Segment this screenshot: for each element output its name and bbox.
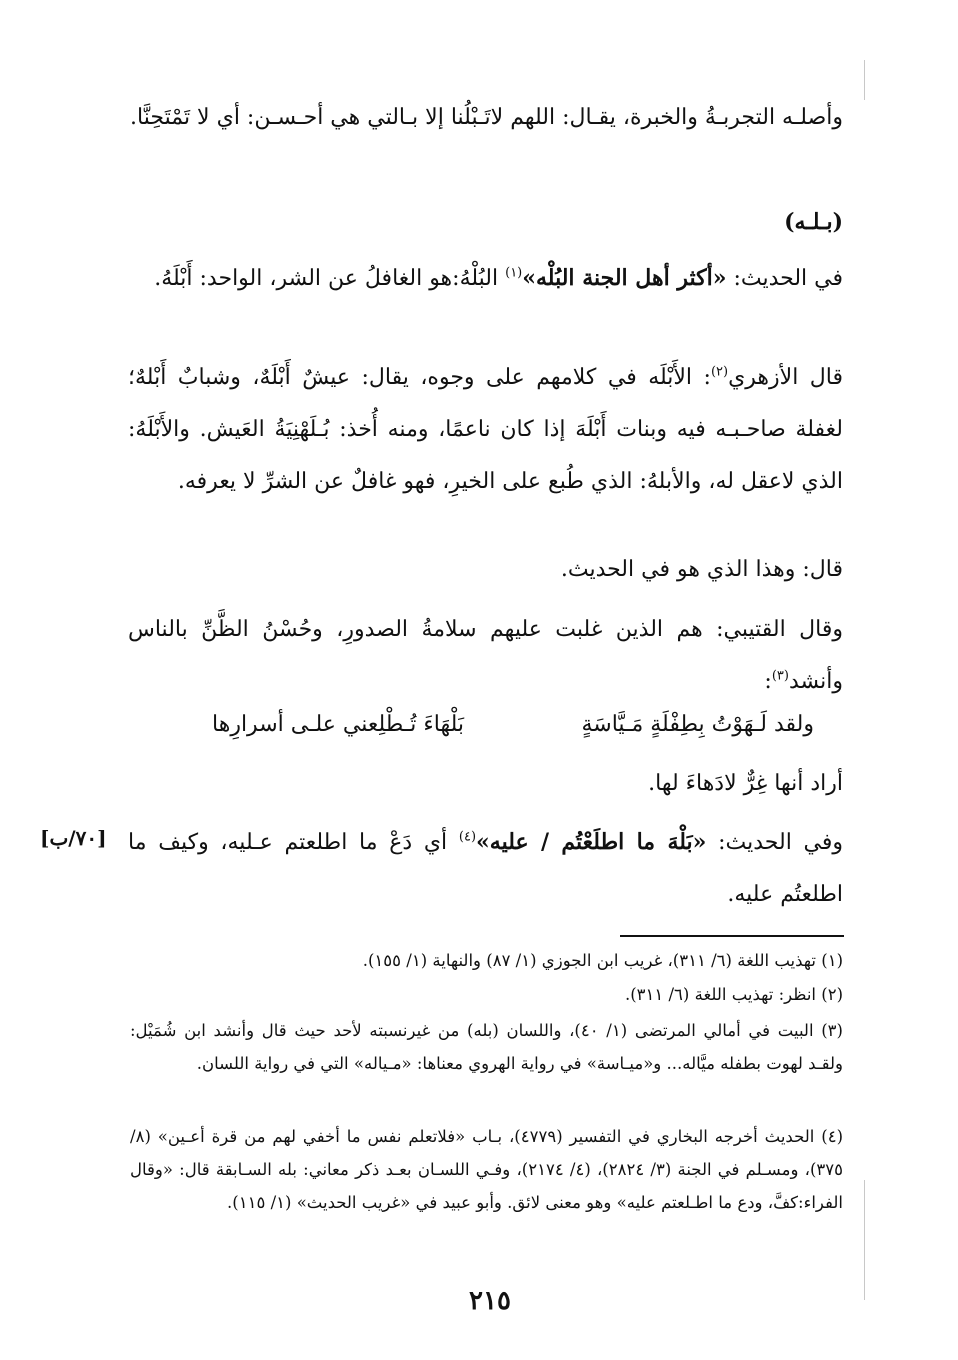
scan-edge-mark-top [864, 60, 865, 100]
scan-edge-mark-bottom [864, 1180, 865, 1300]
footnote-2 [130, 978, 843, 1011]
footnote-1-text: (١) تهذيب اللغة (٦/ ٣١١)، غريب ابن الجوزي (١/ ٨٧) والنهاية (١/ ١٥٥). [362, 951, 843, 970]
footnote-ref-4: (٤) [458, 829, 477, 845]
balha-explanation: أي دَعْ ما اطلعتم عـليه، وكيف ما اطلعتُم عليه. [128, 830, 843, 907]
paragraph-hadith-bulh [128, 252, 843, 305]
verse-first-hemistich: ولقد لَـهَوْتُ بِطِفْلَةٍ مَـيَّاسَةٍ [581, 712, 814, 737]
paragraph-tajriba [128, 92, 843, 144]
hadith-meaning-text: قال: وهذا الذي هو في الحديث. [560, 557, 843, 582]
hadith-quote: «أكثر أهل الجنة البُلْه» [522, 265, 727, 291]
balha-hadith: «بَلْهَ ما اطلَعْتُم / عليه» [476, 829, 707, 855]
footnote-3-text: (٣) البيت في أمالي المرتضى (١/ ٤٠)، واللسان (بله) من غيرنسبته لأحد حيث قال وأنشد ابن شُمَيْل: ولقـد لهوت بطفله ميَّاله... و«ميـاسة» في رواية الهروي معناها: «مـياله» التي في رواية اللسان. [130, 1021, 843, 1073]
paragraph-balha [128, 816, 843, 921]
azhari-intro: قال الأزهري [728, 365, 843, 390]
hadith-intro: في الحديث: [726, 266, 843, 291]
azhari-text: : الأَبْلَه في كلامهم على وجوه، يقال: عيشٌ أَبْلَهٌ، وشبابٌ أَبْلهٌ؛ لغفلة صاحـبـه فيه وبنات أَبْلَهَ إذا كان ناعمًا، ومنه أُخذ: بُـلَهْنِيَةُ العَيش. والأَبْلَهُ: الذي لاعقل له، والأبلهُ: الذي طُبع على الخيرِ، فهو غافلٌ عن الشرِّ لا يعرفه. [128, 365, 843, 494]
verse-second-hemistich: بَلْهَاءَ تُـطْلِعني علـى أسرارِها [212, 712, 464, 737]
balha-intro: وفي الحديث: [706, 830, 843, 855]
qutaybi-colon: : [764, 669, 772, 694]
paragraph-qutaybi [128, 604, 843, 708]
footnote-4 [130, 1120, 843, 1219]
paragraph-hadith-meaning [128, 544, 843, 596]
footnote-1 [130, 944, 843, 977]
paragraph-verse-meaning [128, 758, 843, 810]
footnote-ref-1: (١) [505, 265, 523, 281]
section-heading [128, 196, 843, 248]
footnote-2-text: (٢) انظر: تهذيب اللغة (٦/ ٣١١). [624, 985, 843, 1004]
footnote-3 [130, 1014, 843, 1080]
manuscript-folio-marker: [٧٠/ب] [40, 826, 107, 850]
page-number: ٢١٥ [469, 1286, 511, 1316]
footnote-ref-2: (٢) [710, 364, 729, 380]
qutaybi-text: وقال القتيبي: هم الذين غلبت عليهم سلامةُ الصدورِ، وحُسْنُ الظَّنِّ بالناس وأنشد [128, 617, 843, 694]
verse-meaning-text: أراد أنها غِرٌّ لادَهاءَ لها. [648, 771, 843, 796]
section-heading-text: (بـلـه) [784, 209, 843, 235]
paragraph-azhari [128, 352, 843, 508]
footnote-ref-3: (٣) [771, 668, 789, 684]
paragraph-tajriba-text: وأصلـه التجربـةُ والخبرة، يقـال: اللهم لاتَـبْلُنا إلا بـالتي هي أحـسـن: أي لا تَمْتَحِنَّا. [130, 105, 843, 130]
hadith-explanation: البُلْهُ:هو الغافلُ عن الشر، الواحد: أَبْلَهُ. [154, 266, 506, 291]
footnote-4-text: (٤) الحديث أخرجه البخاري في التفسير (٤٧٧٩)، بـاب «فلاتعلم نفس ما أخفي لهم من قرة أعـين» (٨/ ٣٧٥)، ومسـلم في الجنة (٣/ ٢٨٢٤)، (٤/ ٢١٧٤)، وفـي اللسـان بعـد ذكر معاني: بله السـابقة قال: «وقال الفراء:كفَّ، ودع ما اطـلعتم عليه» وهو معنى لائق. وأبو عبيد في «غريب الحديث» (١/ ١١٥). [130, 1127, 843, 1212]
footnote-separator [620, 935, 844, 937]
